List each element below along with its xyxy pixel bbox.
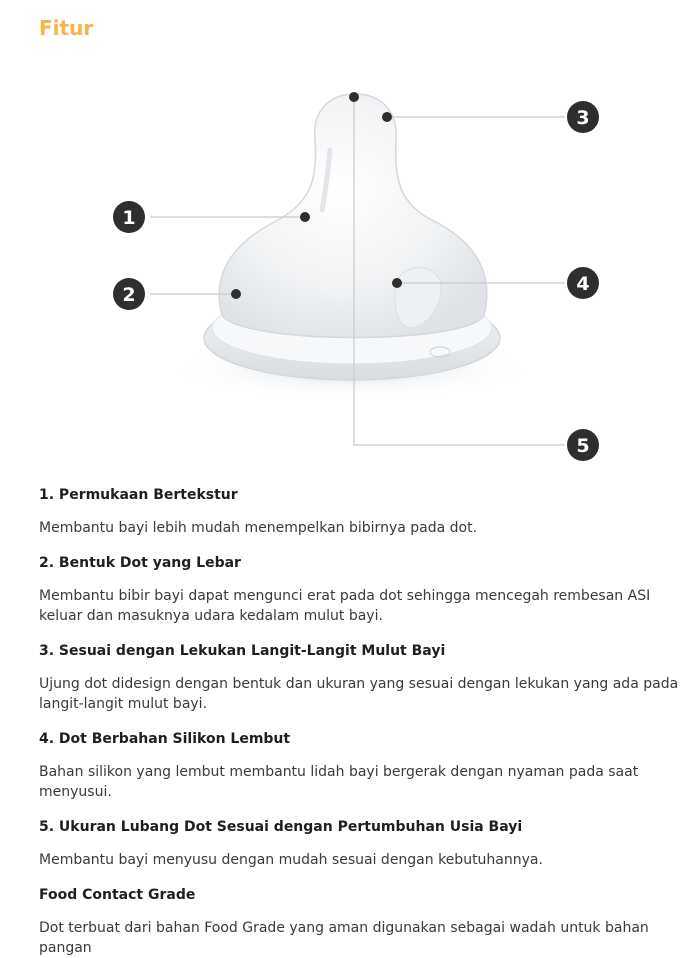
callout-badge-3 bbox=[567, 101, 599, 133]
callout-badge-2 bbox=[113, 278, 145, 310]
feature-description: Membantu bayi menyusu dengan mudah sesuai dengan kebutuhannya. bbox=[39, 852, 543, 868]
feature-title: 2. Bentuk Dot yang Lebar bbox=[39, 555, 241, 571]
svg-text:1: 1 bbox=[122, 207, 136, 229]
feature-item-6 bbox=[39, 884, 679, 958]
svg-text:3: 3 bbox=[576, 107, 590, 129]
feature-title: Food Contact Grade bbox=[39, 887, 196, 903]
feature-item-2 bbox=[39, 552, 679, 626]
feature-point-4 bbox=[392, 278, 402, 288]
callout-badge-4 bbox=[567, 267, 599, 299]
feature-title: 1. Permukaan Bertekstur bbox=[39, 487, 238, 503]
nipple-diagram bbox=[0, 70, 700, 470]
nipple-body bbox=[219, 94, 487, 338]
section-title: Fitur bbox=[39, 16, 94, 40]
callout-badge-1 bbox=[113, 201, 145, 233]
feature-description: Bahan silikon yang lembut membantu lidah bayi bergerak dengan nyaman pada saat menyusui. bbox=[39, 764, 639, 800]
feature-point-2 bbox=[231, 289, 241, 299]
feature-point-3 bbox=[382, 112, 392, 122]
feature-description: Ujung dot didesign dengan bentuk dan ukuran yang sesuai dengan lekukan yang ada pada langit-langit mulut bayi. bbox=[39, 676, 679, 712]
svg-text:5: 5 bbox=[576, 435, 590, 457]
feature-title: 3. Sesuai dengan Lekukan Langit-Langit Mulut Bayi bbox=[39, 643, 446, 659]
feature-point-5 bbox=[349, 92, 359, 102]
feature-title: 4. Dot Berbahan Silikon Lembut bbox=[39, 731, 291, 747]
feature-item-4 bbox=[39, 728, 679, 802]
feature-point-1 bbox=[300, 212, 310, 222]
feature-item-3 bbox=[39, 640, 679, 714]
callout-badge-5 bbox=[567, 429, 599, 461]
feature-item-5 bbox=[39, 816, 679, 870]
svg-text:4: 4 bbox=[576, 273, 590, 295]
feature-description: Dot terbuat dari bahan Food Grade yang aman digunakan sebagai wadah untuk bahan pangan bbox=[39, 920, 649, 956]
feature-item-1 bbox=[39, 484, 679, 538]
feature-title: 5. Ukuran Lubang Dot Sesuai dengan Pertumbuhan Usia Bayi bbox=[39, 819, 523, 835]
feature-description: Membantu bayi lebih mudah menempelkan bibirnya pada dot. bbox=[39, 520, 478, 536]
feature-description: Membantu bibir bayi dapat mengunci erat pada dot sehingga mencegah rembesan ASI keluar dan masuknya udara kedalam mulut bayi. bbox=[39, 588, 651, 624]
svg-text:2: 2 bbox=[122, 284, 136, 306]
feature-list bbox=[39, 484, 679, 958]
